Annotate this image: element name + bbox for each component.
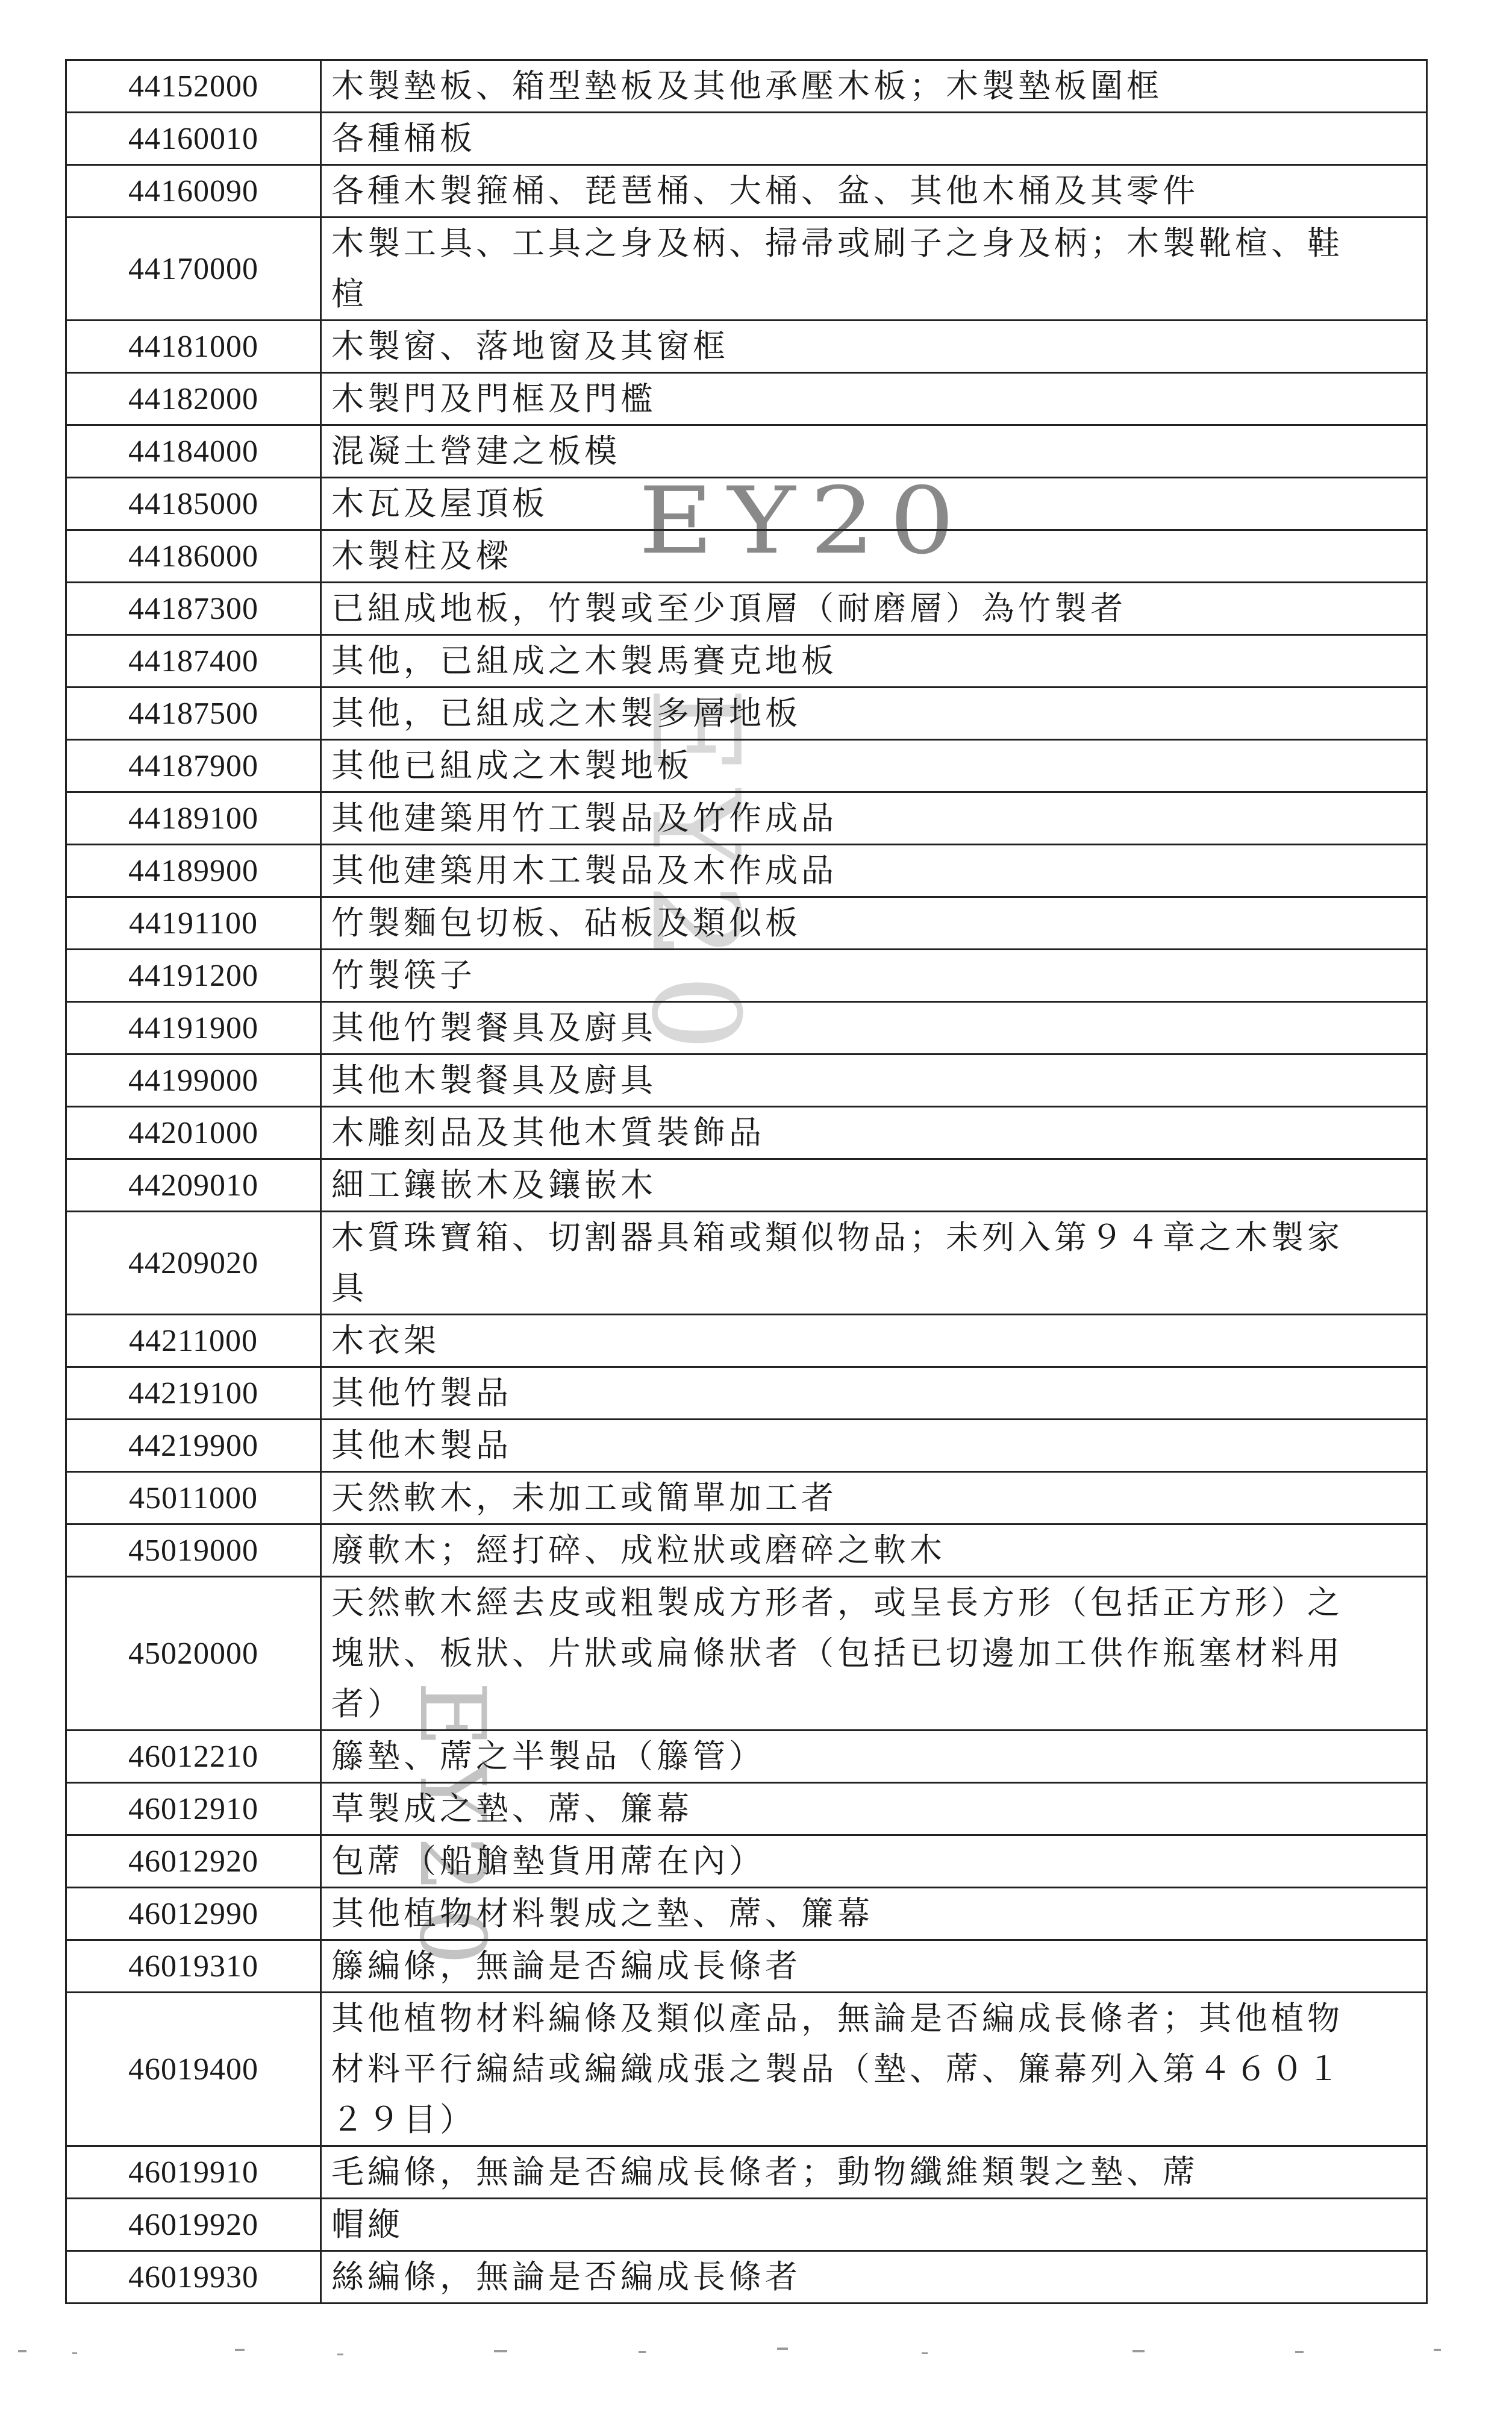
- table-row: [66, 1054, 1427, 1107]
- description-line: 其他木製餐具及廚具: [331, 1061, 657, 1099]
- table-row: [66, 60, 1427, 113]
- description-cell: [321, 845, 1427, 897]
- description-line: 木製工具、工具之身及柄、掃帚或刷子之身及柄；木製靴楦、鞋: [331, 224, 1343, 262]
- tariff-code-cell: 44181000: [66, 321, 321, 373]
- description-line: 其他建築用木工製品及木作成品: [331, 851, 837, 889]
- tariff-code-cell: 46012920: [66, 1835, 321, 1888]
- description-line: 帽緶: [331, 2205, 404, 2243]
- description-cell: [321, 2251, 1427, 2304]
- table-row: [66, 1577, 1427, 1731]
- description-line: 其他建築用竹工製品及竹作成品: [331, 799, 837, 837]
- table-row: [66, 1212, 1427, 1315]
- description-cell: [321, 1940, 1427, 1993]
- tariff-code-cell: 44219900: [66, 1420, 321, 1472]
- description-line: 竹製麵包切板、砧板及類似板: [331, 904, 801, 942]
- description-cell: [321, 373, 1427, 425]
- description-cell: [321, 1315, 1427, 1367]
- tariff-code-cell: 44191200: [66, 950, 321, 1002]
- tariff-code-cell: 44187300: [66, 583, 321, 635]
- table-row: [66, 2199, 1427, 2251]
- description-cell: [321, 1577, 1427, 1731]
- description-line: 者）: [331, 1685, 404, 1723]
- description-line: 籐編條，無論是否編成長條者: [331, 1947, 801, 1985]
- tariff-code-cell: 46012910: [66, 1783, 321, 1835]
- description-cell: [321, 897, 1427, 950]
- description-cell: [321, 1002, 1427, 1054]
- tariff-code-table: [65, 59, 1428, 2304]
- description-line: 木製窗、落地窗及其窗框: [331, 327, 729, 365]
- table-row: [66, 1367, 1427, 1420]
- table-row: [66, 950, 1427, 1002]
- description-line: 竹製筷子: [331, 956, 476, 994]
- table-row: [66, 845, 1427, 897]
- description-line: 楦: [331, 275, 367, 313]
- table-row: [66, 113, 1427, 165]
- table-row: [66, 1472, 1427, 1524]
- table-row: [66, 1783, 1427, 1835]
- description-cell: [321, 218, 1427, 321]
- table-row: [66, 530, 1427, 583]
- tariff-code-cell: 44189900: [66, 845, 321, 897]
- description-line: 已組成地板，竹製或至少頂層（耐磨層）為竹製者: [331, 589, 1126, 627]
- description-line: 天然軟木經去皮或粗製成方形者，或呈長方形（包括正方形）之: [331, 1583, 1343, 1621]
- description-cell: [321, 1524, 1427, 1577]
- table-body: [66, 60, 1427, 2304]
- tariff-code-cell: 44199000: [66, 1054, 321, 1107]
- description-line: 混凝土營建之板模: [331, 432, 620, 470]
- description-cell: [321, 113, 1427, 165]
- tariff-code-cell: 44152000: [66, 60, 321, 113]
- tariff-code-cell: 46012210: [66, 1731, 321, 1783]
- description-line: 各種桶板: [331, 119, 476, 157]
- tariff-code-cell: 45020000: [66, 1577, 321, 1731]
- table-row: [66, 478, 1427, 530]
- description-cell: [321, 688, 1427, 740]
- tariff-code-cell: 46012990: [66, 1888, 321, 1940]
- description-line: 木衣架: [331, 1321, 440, 1359]
- description-line: 廢軟木；經打碎、成粒狀或磨碎之軟木: [331, 1531, 946, 1569]
- tariff-code-cell: 44160010: [66, 113, 321, 165]
- table-row: [66, 1993, 1427, 2146]
- description-cell: [321, 950, 1427, 1002]
- tariff-code-cell: 44211000: [66, 1315, 321, 1367]
- description-cell: [321, 321, 1427, 373]
- description-cell: [321, 1835, 1427, 1888]
- tariff-code-cell: 44186000: [66, 530, 321, 583]
- description-cell: [321, 1420, 1427, 1472]
- description-line: 籐墊、蓆之半製品（籐管）: [331, 1737, 765, 1775]
- table-row: [66, 1731, 1427, 1783]
- tariff-code-cell: 44185000: [66, 478, 321, 530]
- description-line: 其他竹製品: [331, 1374, 512, 1412]
- table-row: [66, 1524, 1427, 1577]
- description-cell: [321, 740, 1427, 792]
- tariff-code-cell: 44219100: [66, 1367, 321, 1420]
- table-row: [66, 2251, 1427, 2304]
- tariff-code-cell: 44191100: [66, 897, 321, 950]
- table-row: [66, 165, 1427, 218]
- description-line: 草製成之墊、蓆、簾幕: [331, 1790, 693, 1828]
- tariff-code-cell: 46019910: [66, 2146, 321, 2199]
- table-row: [66, 425, 1427, 478]
- description-line: 其他植物材料製成之墊、蓆、簾幕: [331, 1894, 873, 1932]
- tariff-code-cell: 44209010: [66, 1159, 321, 1212]
- description-cell: [321, 635, 1427, 688]
- description-cell: [321, 1054, 1427, 1107]
- tariff-code-cell: 45019000: [66, 1524, 321, 1577]
- tariff-code-cell: 44191900: [66, 1002, 321, 1054]
- table-row: [66, 1835, 1427, 1888]
- description-cell: [321, 792, 1427, 845]
- table-row: [66, 1940, 1427, 1993]
- description-cell: [321, 1212, 1427, 1315]
- table-row: [66, 897, 1427, 950]
- description-line: 具: [331, 1269, 367, 1307]
- description-line: ２９目）: [331, 2100, 476, 2138]
- description-cell: [321, 165, 1427, 218]
- tariff-code-cell: 44201000: [66, 1107, 321, 1159]
- description-cell: [321, 1993, 1427, 2146]
- description-line: 其他已組成之木製地板: [331, 747, 693, 785]
- tariff-code-cell: 46019310: [66, 1940, 321, 1993]
- description-cell: [321, 530, 1427, 583]
- tariff-code-cell: 45011000: [66, 1472, 321, 1524]
- description-line: 材料平行編結或編織成張之製品（墊、蓆、簾幕列入第４６０１: [331, 2050, 1343, 2088]
- description-cell: [321, 1888, 1427, 1940]
- table-row: [66, 1315, 1427, 1367]
- description-line: 絲編條，無論是否編成長條者: [331, 2258, 801, 2296]
- description-line: 細工鑲嵌木及鑲嵌木: [331, 1166, 657, 1204]
- description-cell: [321, 1731, 1427, 1783]
- description-line: 其他木製品: [331, 1426, 512, 1464]
- description-line: 毛編條，無論是否編成長條者；動物纖維類製之墊、蓆: [331, 2153, 1199, 2191]
- description-line: 天然軟木，未加工或簡單加工者: [331, 1479, 837, 1517]
- table-row: [66, 1002, 1427, 1054]
- description-line: 其他，已組成之木製馬賽克地板: [331, 642, 837, 680]
- description-line: 各種木製箍桶、琵琶桶、大桶、盆、其他木桶及其零件: [331, 172, 1199, 210]
- tariff-code-cell: 44187400: [66, 635, 321, 688]
- table-row: [66, 218, 1427, 321]
- tariff-code-cell: 46019400: [66, 1993, 321, 2146]
- scan-specks: [0, 2326, 1512, 2374]
- description-cell: [321, 1367, 1427, 1420]
- tariff-code-cell: 46019930: [66, 2251, 321, 2304]
- description-line: 其他，已組成之木製多層地板: [331, 694, 801, 732]
- description-line: 木製門及門框及門檻: [331, 380, 657, 418]
- tariff-code-cell: 44187500: [66, 688, 321, 740]
- table-row: [66, 2146, 1427, 2199]
- description-cell: [321, 1159, 1427, 1212]
- table-row: [66, 1420, 1427, 1472]
- table-row: [66, 1159, 1427, 1212]
- table-row: [66, 1107, 1427, 1159]
- description-cell: [321, 1783, 1427, 1835]
- tariff-code-cell: 44187900: [66, 740, 321, 792]
- description-line: 木製柱及樑: [331, 537, 512, 575]
- description-line: 木瓦及屋頂板: [331, 484, 548, 522]
- tariff-code-cell: 44170000: [66, 218, 321, 321]
- description-line: 其他竹製餐具及廚具: [331, 1009, 657, 1047]
- description-line: 木質珠寶箱、切割器具箱或類似物品；未列入第９４章之木製家: [331, 1218, 1343, 1256]
- tariff-code-cell: 46019920: [66, 2199, 321, 2251]
- description-line: 其他植物材料編條及類似產品，無論是否編成長條者；其他植物: [331, 1999, 1343, 2037]
- table-row: [66, 688, 1427, 740]
- tariff-code-cell: 44184000: [66, 425, 321, 478]
- description-cell: [321, 2199, 1427, 2251]
- description-line: 木雕刻品及其他木質裝飾品: [331, 1114, 765, 1151]
- tariff-code-cell: 44189100: [66, 792, 321, 845]
- description-cell: [321, 583, 1427, 635]
- description-cell: [321, 425, 1427, 478]
- table-row: [66, 635, 1427, 688]
- description-line: 木製墊板、箱型墊板及其他承壓木板；木製墊板圍框: [331, 67, 1163, 105]
- table-row: [66, 373, 1427, 425]
- description-line: 包蓆（船艙墊貨用蓆在內）: [331, 1842, 765, 1880]
- table-row: [66, 321, 1427, 373]
- ey20-stamp: EY20: [639, 467, 969, 575]
- table-row: [66, 740, 1427, 792]
- description-cell: [321, 60, 1427, 113]
- description-cell: [321, 1107, 1427, 1159]
- table-row: [66, 583, 1427, 635]
- description-cell: [321, 2146, 1427, 2199]
- description-cell: [321, 478, 1427, 530]
- table-row: [66, 792, 1427, 845]
- tariff-code-cell: 44209020: [66, 1212, 321, 1315]
- tariff-code-cell: 44160090: [66, 165, 321, 218]
- table-row: [66, 1888, 1427, 1940]
- description-line: 塊狀、板狀、片狀或扁條狀者（包括已切邊加工供作瓶塞材料用: [331, 1634, 1343, 1672]
- description-cell: [321, 1472, 1427, 1524]
- tariff-code-cell: 44182000: [66, 373, 321, 425]
- ey20-stamp-bleed: EY20: [625, 687, 765, 1066]
- ey20-stamp-faint: EY20: [399, 1681, 504, 1980]
